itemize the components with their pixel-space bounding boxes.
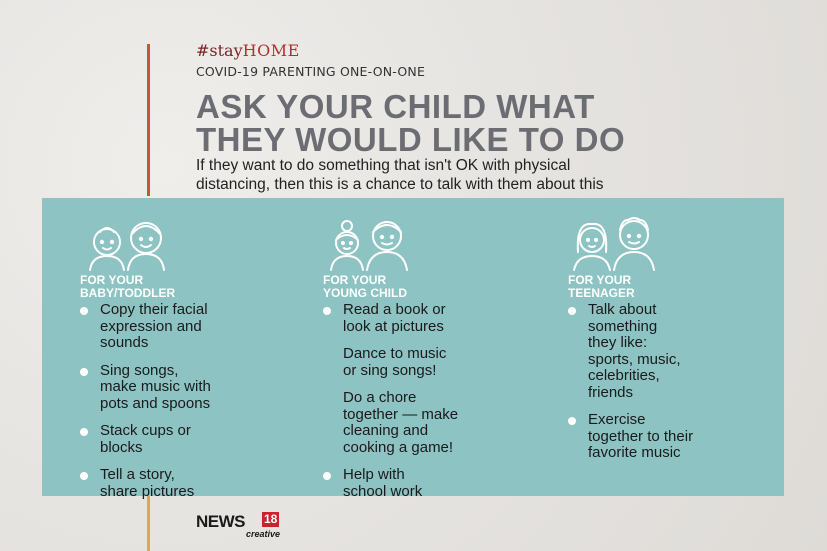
teenager-icon — [568, 212, 678, 272]
list-item — [568, 412, 693, 462]
stayhome-brand — [196, 41, 300, 60]
item-line: they like: — [588, 334, 648, 351]
item-line: school work — [343, 482, 423, 500]
activity-list — [80, 302, 211, 500]
brand-prefix: #stay — [196, 41, 243, 60]
intro-line-2: distancing, then this is a chance to talk with them about this — [196, 176, 604, 193]
item-line: cooking a game! — [343, 438, 454, 456]
item-line: Copy their facial — [100, 301, 208, 318]
item-line: expression and — [100, 317, 202, 335]
item-line: Sing songs, — [100, 361, 179, 379]
item-line: Stack cups or — [100, 422, 191, 439]
activities-panel — [42, 198, 784, 500]
column-young-child — [323, 198, 563, 500]
item-line: make music with — [100, 378, 211, 395]
list-item — [80, 302, 211, 352]
title-line-1: ASK YOUR CHILD WHAT — [196, 88, 595, 125]
list-item — [568, 302, 693, 401]
page-title — [196, 90, 796, 156]
item-line: something — [588, 317, 658, 335]
logo-news: NEWS — [196, 512, 245, 531]
column-heading — [323, 274, 407, 300]
column-heading — [568, 274, 635, 300]
list-item — [80, 363, 211, 413]
heading-line-1: FOR YOUR — [80, 273, 144, 287]
brand-home: HOME — [242, 41, 300, 60]
list-item — [323, 467, 458, 500]
item-line: together — make — [343, 405, 459, 423]
list-item — [323, 390, 458, 456]
item-line: blocks — [100, 438, 143, 456]
item-line: friends — [588, 383, 634, 401]
item-line: share pictures — [100, 482, 195, 500]
item-line: Dance to music — [343, 345, 447, 362]
list-item — [80, 467, 211, 500]
item-line: Exercise — [588, 411, 646, 428]
item-line: or sing songs! — [343, 361, 437, 379]
column-baby-toddler — [80, 198, 320, 500]
intro-text — [196, 156, 796, 194]
accent-line-top — [147, 44, 150, 196]
item-line: Help with — [343, 466, 405, 483]
item-line: together to their — [588, 427, 694, 445]
intro-line-1: If they want to do something that isn't OK with physical — [196, 157, 571, 174]
subtitle: COVID-19 PARENTING ONE-ON-ONE — [196, 64, 426, 79]
item-line: celebrities, — [588, 367, 660, 384]
young-child-icon — [323, 212, 433, 272]
heading-line-1: FOR YOUR — [323, 273, 387, 287]
logo-creative: creative — [246, 529, 281, 539]
item-line: cleaning and — [343, 422, 429, 439]
item-line: favorite music — [588, 444, 681, 461]
heading-line-1: FOR YOUR — [568, 273, 632, 287]
baby-toddler-icon — [80, 212, 190, 272]
accent-line-bottom — [147, 496, 150, 551]
item-line: Do a chore — [343, 389, 417, 406]
heading-line-2: BABY/TODDLER — [80, 286, 176, 300]
list-item — [323, 346, 458, 379]
title-line-2: THEY WOULD LIKE TO DO — [196, 121, 626, 158]
item-line: Read a book or — [343, 301, 446, 318]
column-heading — [80, 274, 175, 300]
activity-list — [323, 302, 458, 500]
heading-line-2: YOUNG CHILD — [323, 286, 407, 300]
logo-number: 18 — [264, 512, 278, 526]
activity-list — [568, 302, 693, 462]
item-line: Tell a story, — [100, 466, 175, 483]
item-line: look at pictures — [343, 317, 444, 335]
item-line: Talk about — [588, 301, 657, 318]
item-line: pots and spoons — [100, 394, 211, 412]
heading-line-2: TEENAGER — [568, 286, 635, 300]
item-line: sports, music, — [588, 350, 681, 368]
item-line: sounds — [100, 334, 149, 351]
list-item — [80, 423, 211, 456]
column-teenager — [568, 198, 808, 496]
list-item — [323, 302, 458, 335]
